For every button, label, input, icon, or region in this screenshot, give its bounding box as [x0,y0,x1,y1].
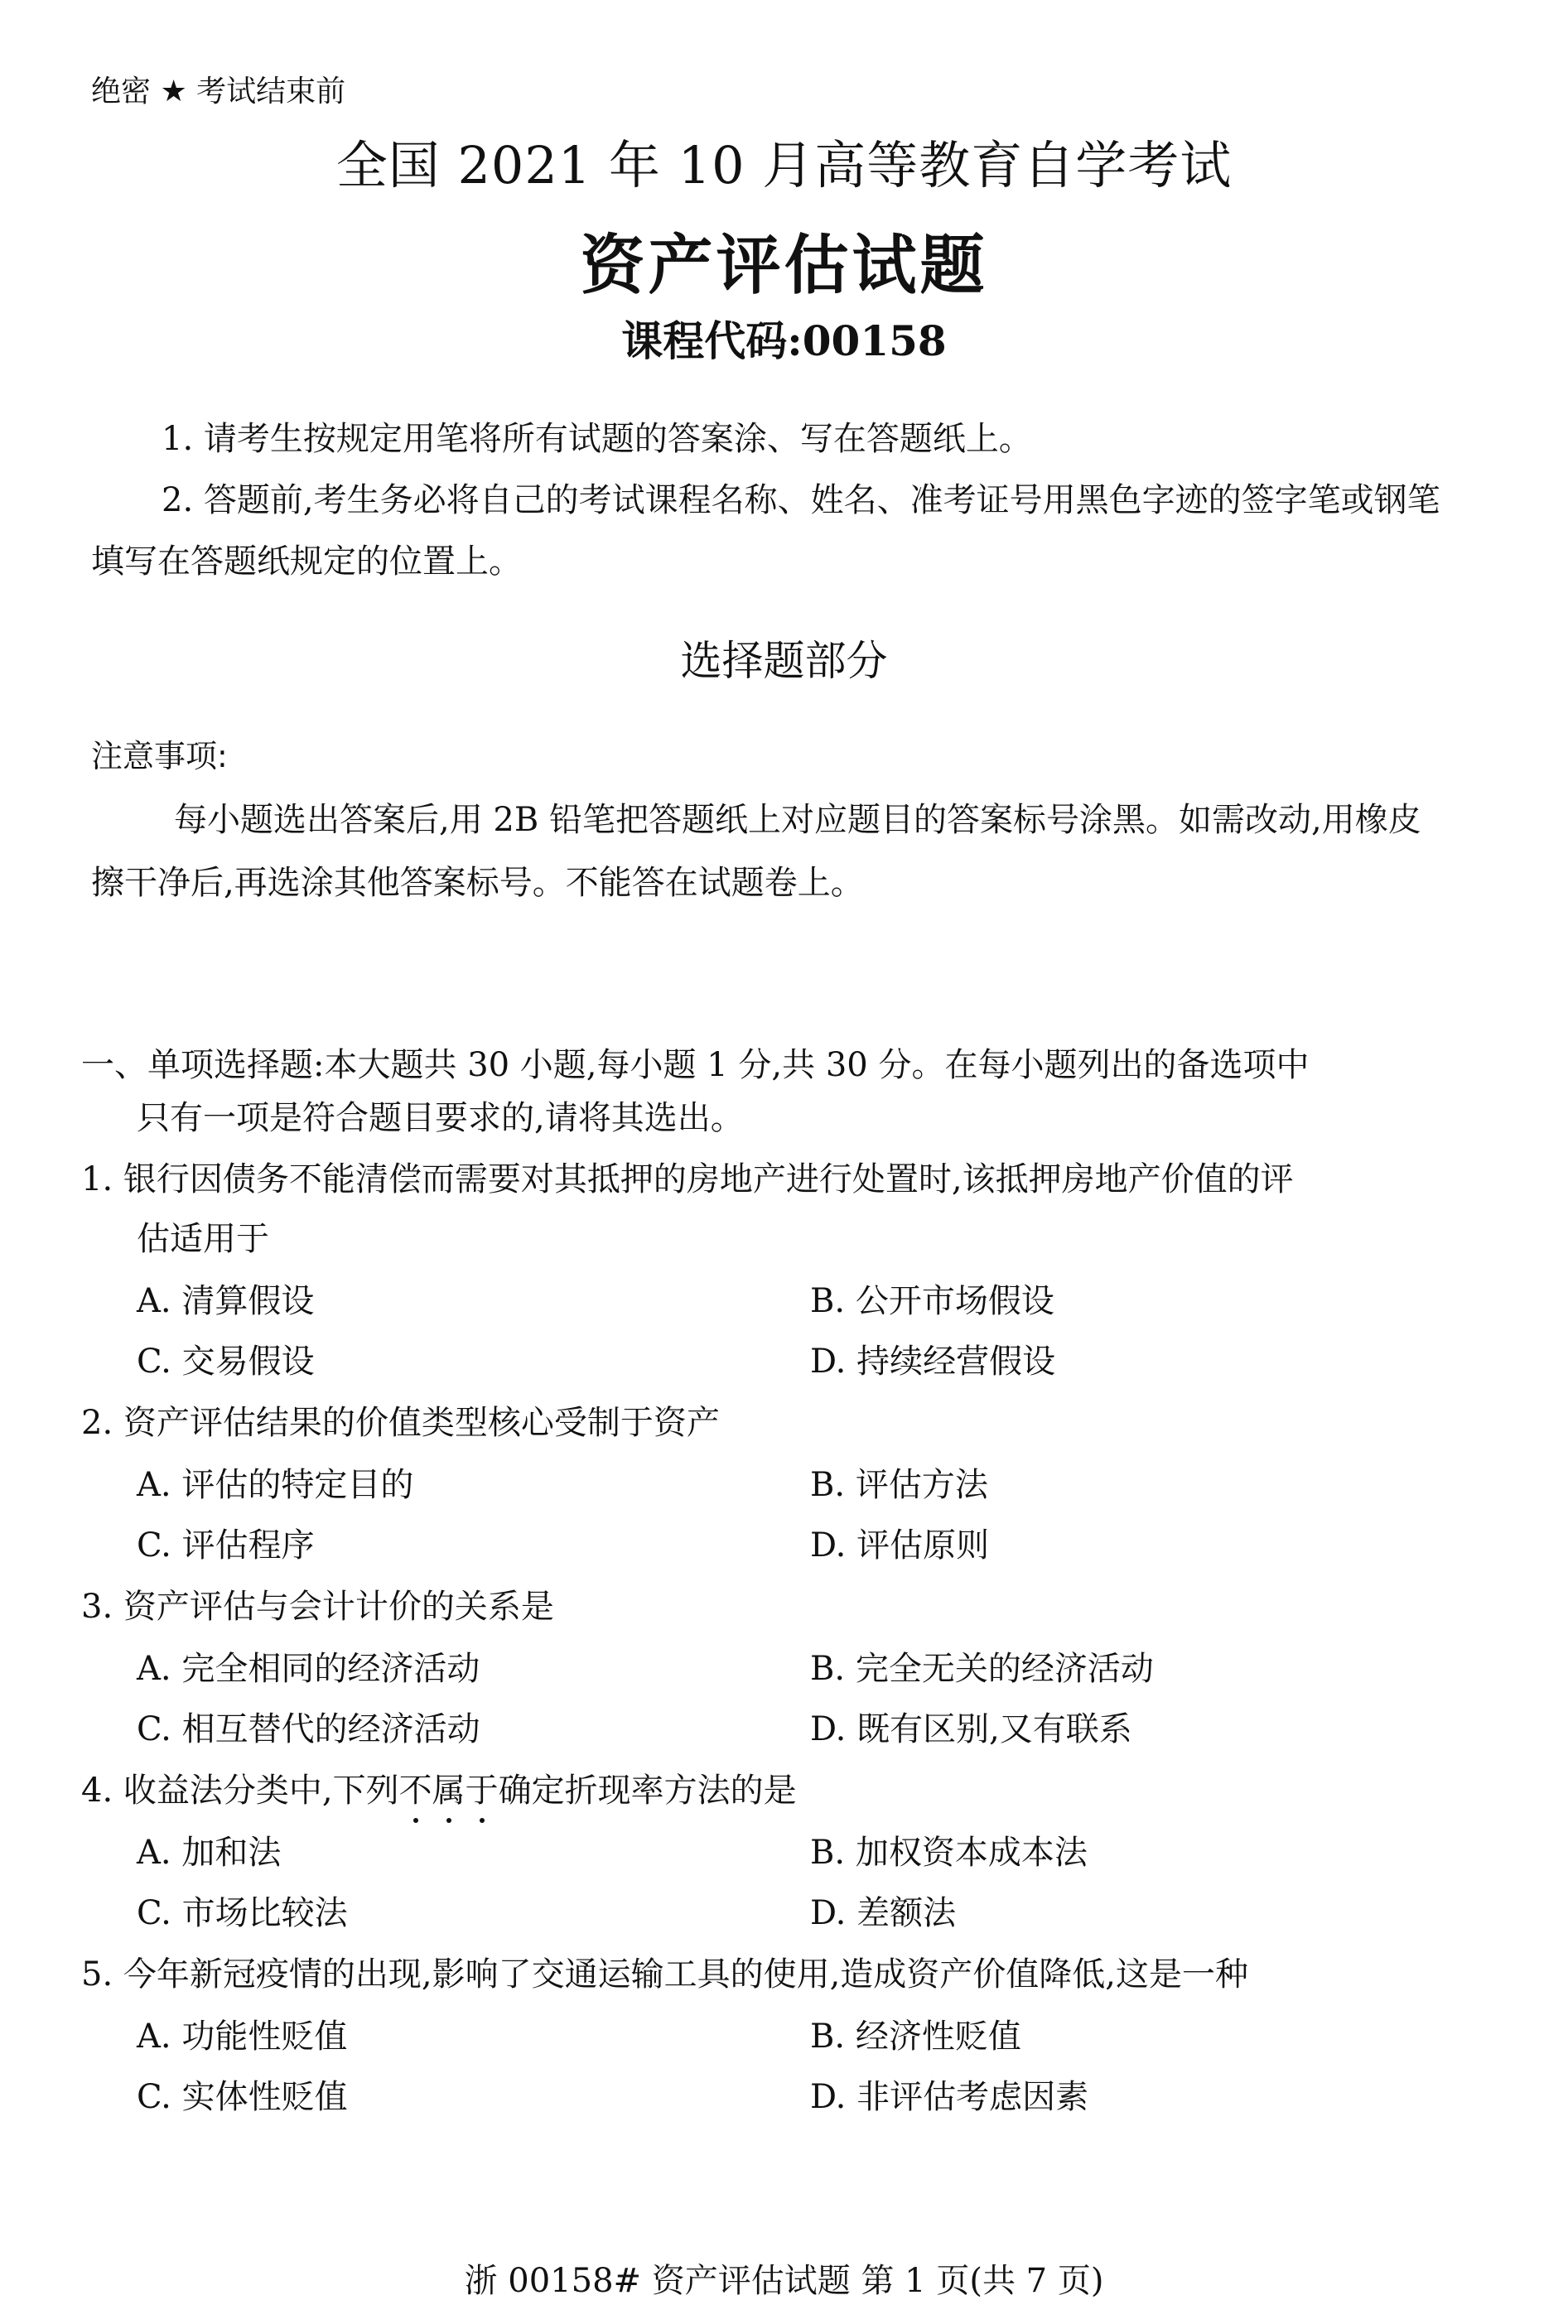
page-footer: 浙 00158# 资产评估试题 第 1 页(共 7 页) [464,2262,1104,2300]
question-5-option-a: A. 功能性贬值 [137,2018,348,2056]
confidential-label: 绝密 ★ 考试结束前 [91,75,346,108]
question-2-option-d: D. 评估原则 [810,1526,990,1565]
question-5-option-d: D. 非评估考虑因素 [810,2078,1089,2116]
part-one-heading-continued: 只有一项是符合题目要求的,请将其选出。 [137,1099,744,1137]
notice-line-2: 擦干净后,再选涂其他答案标号。不能答在试题卷上。 [91,864,864,902]
question-1-option-c: C. 交易假设 [137,1343,315,1381]
question-1-option-a: A. 清算假设 [137,1282,315,1320]
question-4-option-d: D. 差额法 [810,1894,957,1932]
course-code: 课程代码:00158 [621,316,947,365]
question-4-stem-pre: 4. 收益法分类中,下列 [81,1772,399,1810]
notice-label: 注意事项: [91,738,228,774]
question-4-stem [81,1764,797,1811]
question-3-option-c: C. 相互替代的经济活动 [137,1710,480,1748]
instruction-2: 2. 答题前,考生务必将自己的考试课程名称、姓名、准考证号用黑色字迹的签字笔或钢笔 [162,481,1440,519]
question-3-option-a: A. 完全相同的经济活动 [137,1650,480,1688]
question-5-stem: 5. 今年新冠疫情的出现,影响了交通运输工具的使用,造成资产价值降低,这是一种 [81,1955,1249,1994]
question-2-stem: 2. 资产评估结果的价值类型核心受制于资产 [81,1404,720,1442]
emphasis-char-3: 于 [466,1764,499,1811]
question-1-stem: 1. 银行因债务不能清偿而需要对其抵押的房地产进行处置时,该抵押房地产价值的评 [81,1160,1294,1198]
question-1-option-d: D. 持续经营假设 [810,1343,1056,1381]
instruction-1: 1. 请考生按规定用笔将所有试题的答案涂、写在答题纸上。 [162,420,1032,458]
question-5-option-c: C. 实体性贬值 [137,2078,348,2116]
notice-line-1: 每小题选出答案后,用 2B 铅笔把答题纸上对应题目的答案标号涂黑。如需改动,用橡皮 [174,801,1421,839]
subject-title: 资产评估试题 [580,229,988,303]
question-4-option-a: A. 加和法 [137,1834,282,1872]
question-4-option-c: C. 市场比较法 [137,1894,348,1932]
exam-title: 全国 2021 年 10 月高等教育自学考试 [335,135,1233,195]
emphasis-char-1: 不 [399,1764,432,1811]
question-1-option-b: B. 公开市场假设 [810,1282,1054,1320]
question-2-option-a: A. 评估的特定目的 [137,1466,414,1504]
question-3-option-b: B. 完全无关的经济活动 [810,1650,1154,1688]
question-1-stem-continued: 估适用于 [137,1220,269,1258]
section-title: 选择题部分 [680,637,888,685]
question-3-stem: 3. 资产评估与会计计价的关系是 [81,1588,554,1626]
instruction-2-continued: 填写在答题纸规定的位置上。 [91,542,522,581]
question-5-option-b: B. 经济性贬值 [810,2018,1021,2056]
question-4-stem-post: 确定折现率方法的是 [498,1772,797,1810]
question-4-option-b: B. 加权资本成本法 [810,1834,1088,1872]
question-2-option-b: B. 评估方法 [810,1466,988,1504]
emphasis-char-2: 属 [432,1764,466,1811]
question-2-option-c: C. 评估程序 [137,1526,315,1565]
part-one-heading: 一、单项选择题:本大题共 30 小题,每小题 1 分,共 30 分。在每小题列出的备选项中 [81,1046,1310,1084]
question-3-option-d: D. 既有区别,又有联系 [810,1710,1132,1748]
